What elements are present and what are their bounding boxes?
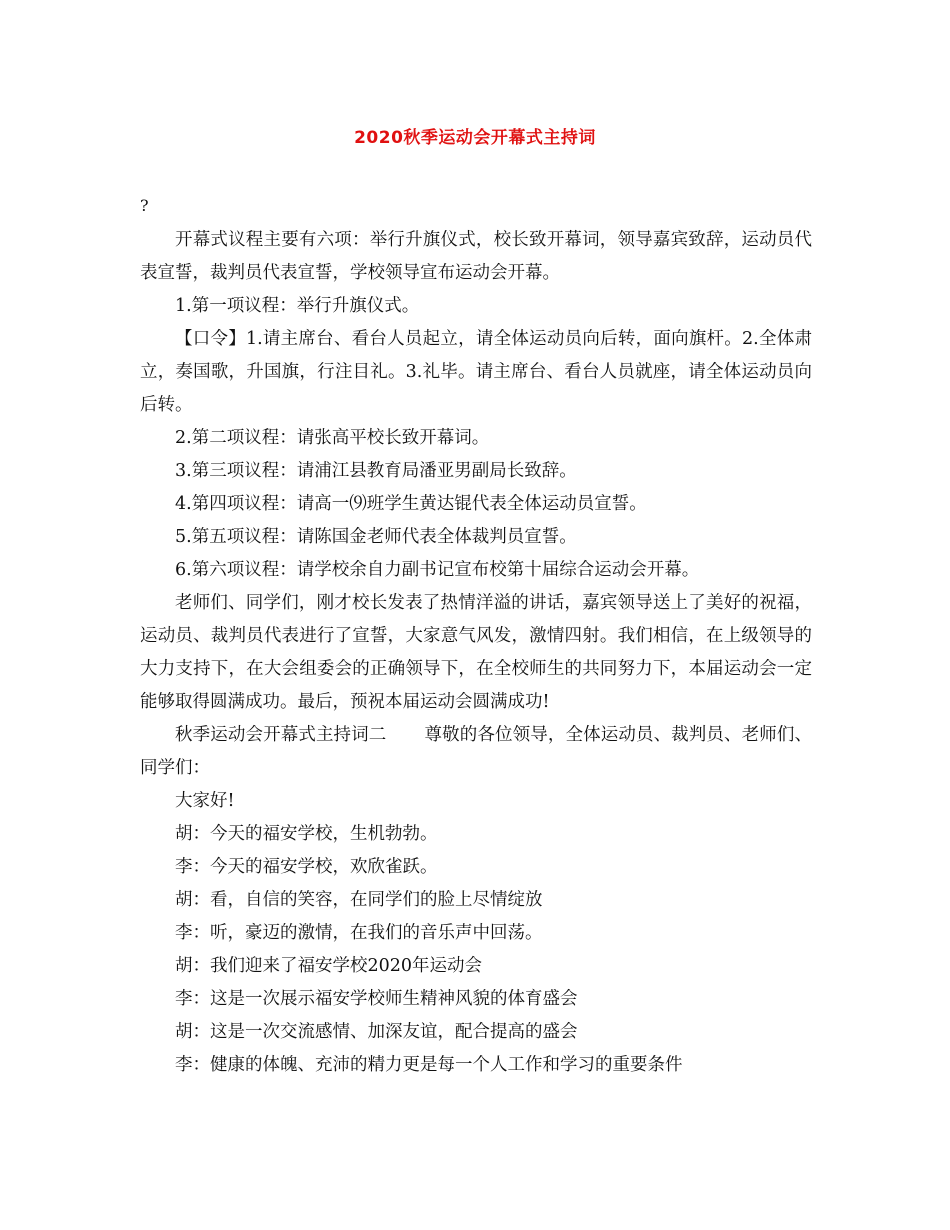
paragraph-item-1: 1.第一项议程：举行升旗仪式。 <box>175 296 420 316</box>
paragraph-commands: 【口令】1.请主席台、看台人员起立，请全体运动员向后转，面向旗杆。2.全体肃立，奏国歌，升国旗，行注目礼。3.礼毕。请主席台、看台人员就座，请全体运动员向后转。 <box>140 329 812 415</box>
dialogue-line: 李：今天的福安学校，欢欣雀跃。 <box>175 857 438 877</box>
dialogue-line: 李：听，豪迈的激情，在我们的音乐声中回荡。 <box>175 923 543 943</box>
document-title: 2020秋季运动会开幕式主持词 <box>354 128 596 148</box>
dialogue-line: 胡：今天的福安学校，生机勃勃。 <box>175 824 438 844</box>
paragraph-item-5: 5.第五项议程：请陈国金老师代表全体裁判员宣誓。 <box>175 527 577 547</box>
document-body <box>140 224 812 1082</box>
paragraph-item-4: 4.第四项议程：请高一⑼班学生黄达锟代表全体运动员宣誓。 <box>175 494 647 514</box>
paragraph-item-2: 2.第二项议程：请张高平校长致开幕词。 <box>175 428 490 448</box>
paragraph-agenda-overview: 开幕式议程主要有六项：举行升旗仪式，校长致开幕词，领导嘉宾致辞，运动员代表宣誓，裁判员代表宣誓，学校领导宣布运动会开幕。 <box>140 230 812 283</box>
dialogue-line: 胡：我们迎来了福安学校2020年运动会 <box>175 956 483 976</box>
stray-question-mark: ? <box>140 196 149 215</box>
paragraph-second-script <box>140 719 812 785</box>
paragraph-item-6: 6.第六项议程：请学校余自力副书记宣布校第十届综合运动会开幕。 <box>175 560 700 580</box>
dialogue-line: 李：这是一次展示福安学校师生精神风貌的体育盛会 <box>175 989 578 1009</box>
paragraph-closing: 老师们、同学们，刚才校长发表了热情洋溢的讲话，嘉宾领导送上了美好的祝福，运动员、裁判员代表进行了宣誓，大家意气风发，激情四射。我们相信，在上级领导的大力支持下，在大会组委会的正确领导下，在全校师生的共同努力下，本届运动会一定能够取得圆满成功。最后，预祝本届运动会圆满成功! <box>140 593 812 712</box>
paragraph-item-3: 3.第三项议程：请浦江县教育局潘亚男副局长致辞。 <box>175 461 577 481</box>
dialogue-line: 胡：这是一次交流感情、加深友谊，配合提高的盛会 <box>175 1022 578 1042</box>
dialogue-line: 胡：看，自信的笑容，在同学们的脸上尽情绽放 <box>175 890 543 910</box>
second-heading-greeting: 尊敬的各位领导，全体运动员、裁判员、老师们、同学们： <box>140 725 813 778</box>
dialogue-line: 大家好! <box>175 791 235 811</box>
second-heading: 秋季运动会开幕式主持词二 <box>175 725 387 745</box>
dialogue-line: 李：健康的体魄、充沛的精力更是每一个人工作和学习的重要条件 <box>175 1055 683 1075</box>
